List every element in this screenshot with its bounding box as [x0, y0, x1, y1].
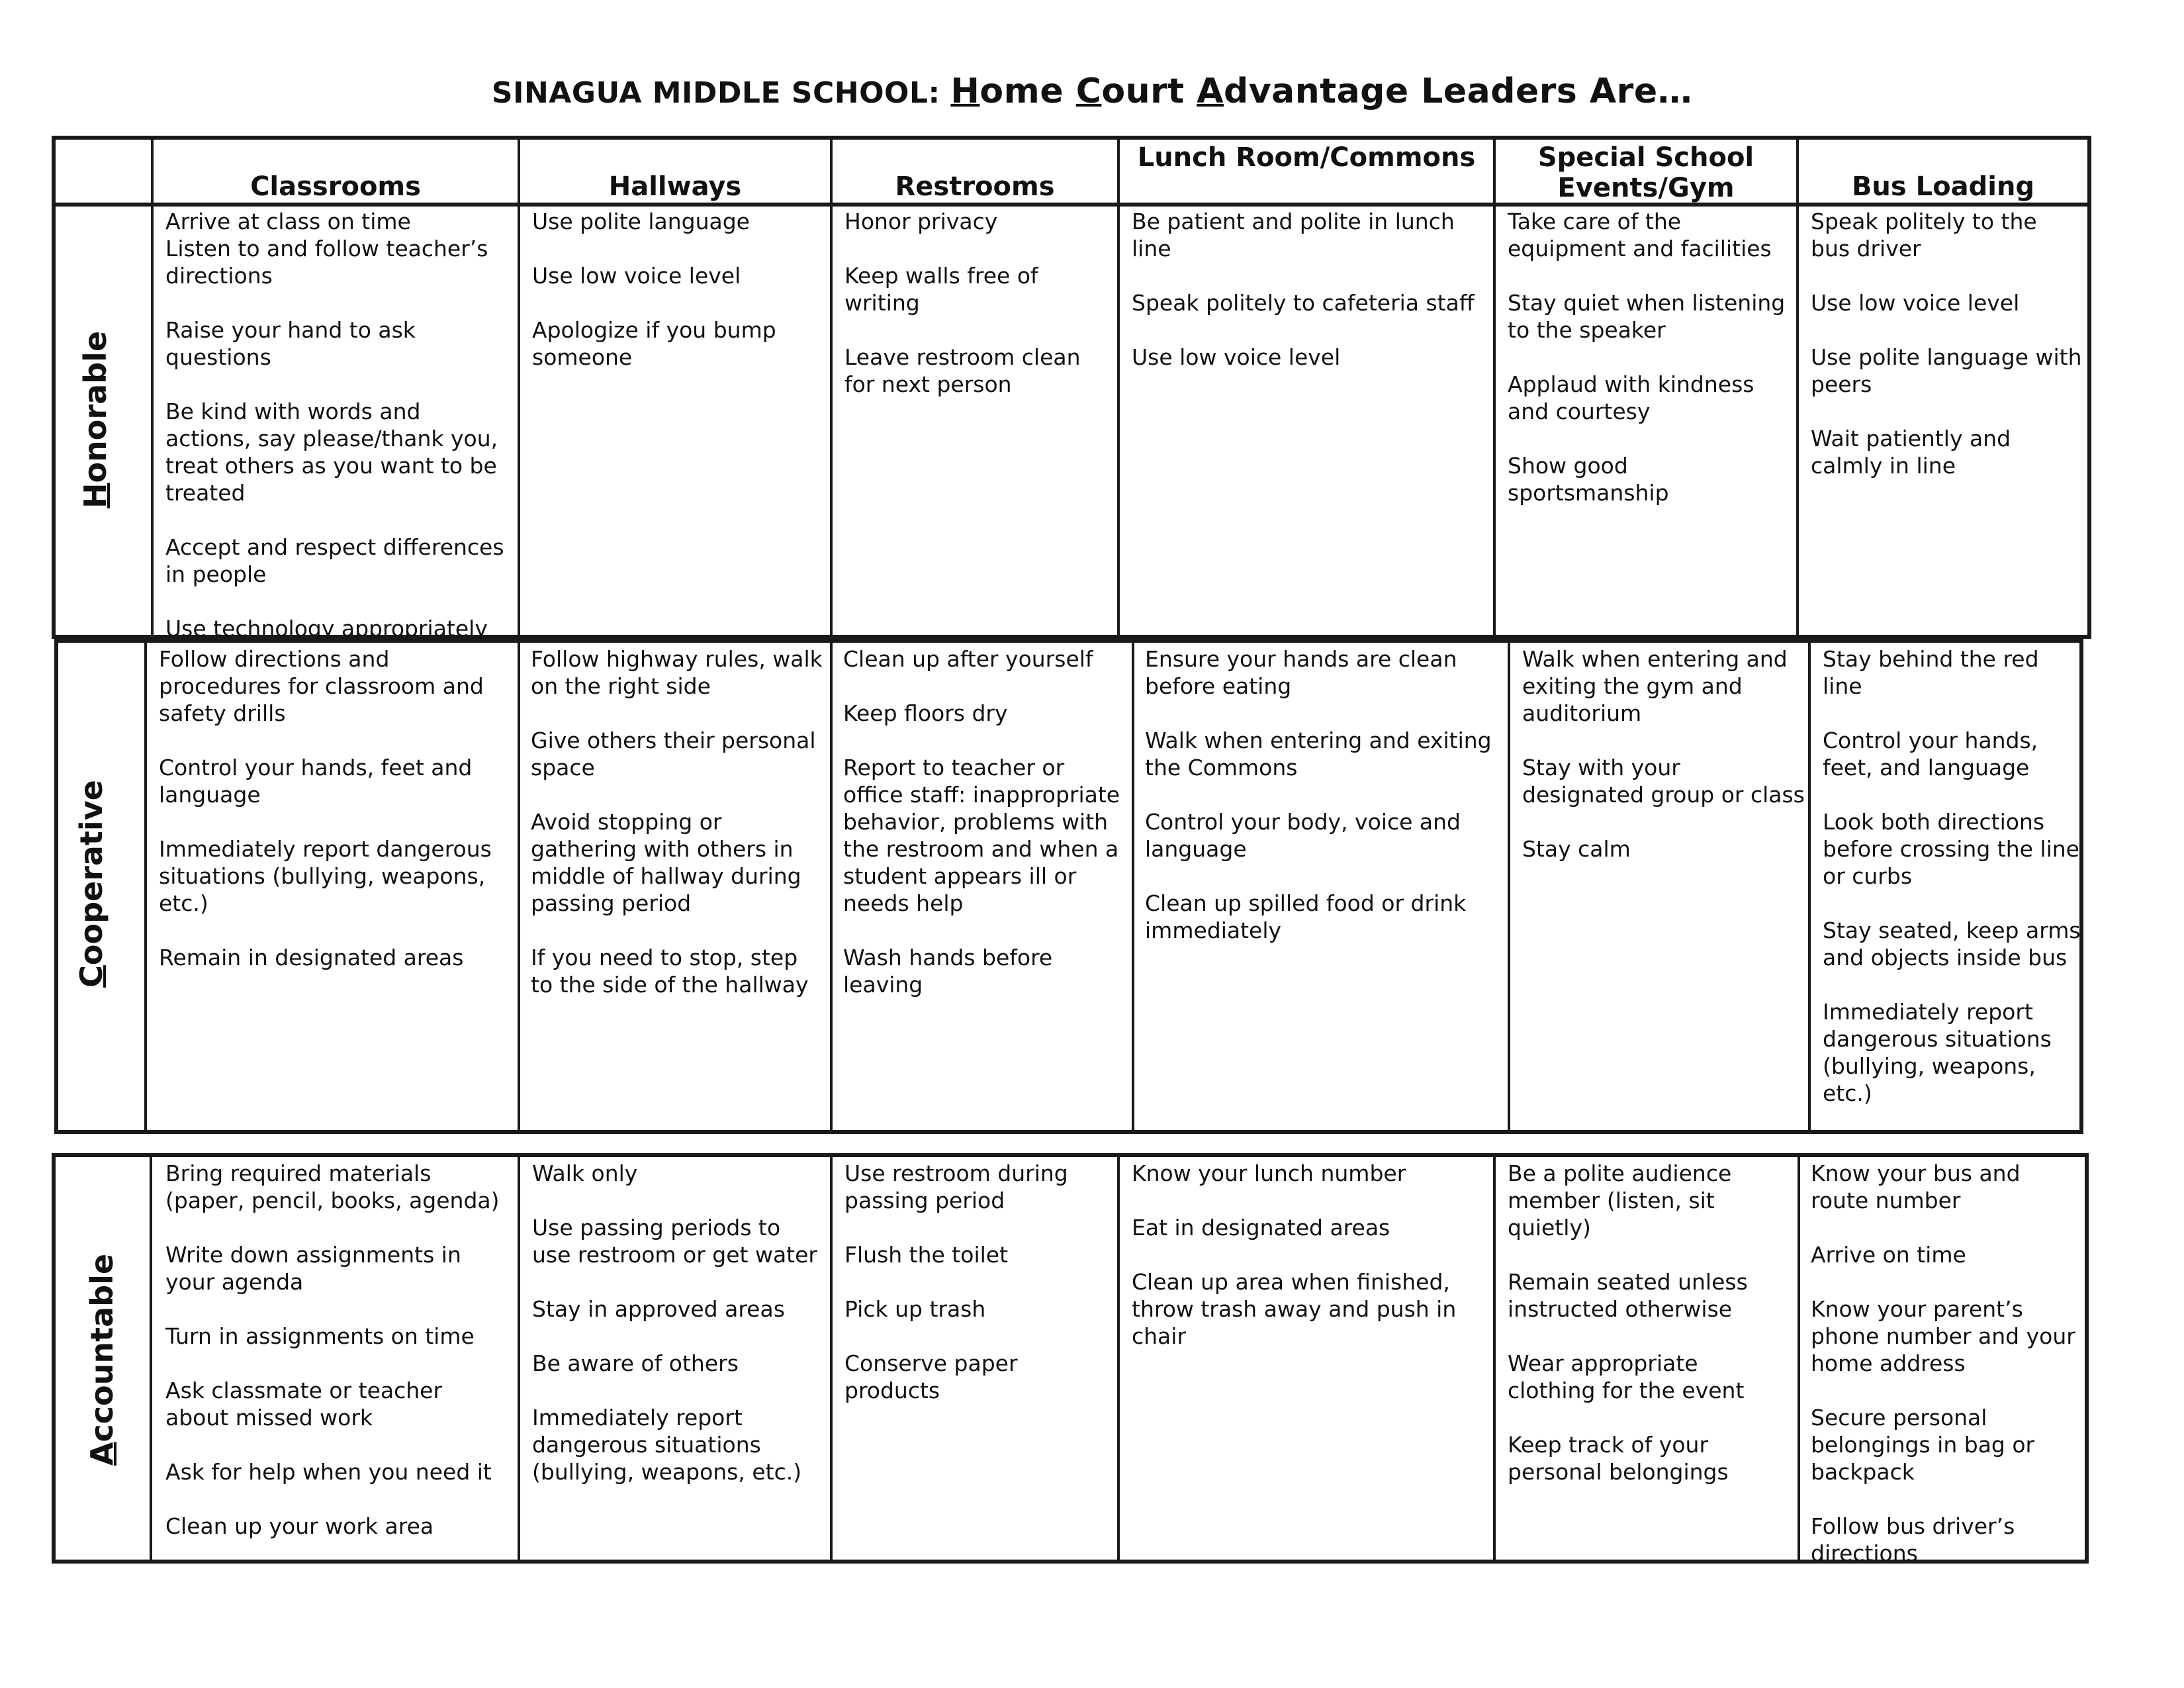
column-divider — [1132, 643, 1134, 1130]
column-divider — [830, 140, 833, 635]
column-divider — [1808, 643, 1811, 1130]
honorable-classrooms: Arrive at class on time Listen to and follow teacher’s directions Raise your hand to ask questions Be kind with words and actions, say please/thank you, treat others as you want to be treated Accept and respect differences in people Use technology appropriately — [165, 209, 504, 641]
accountable-special-events: Be a polite audience member (listen, sit quietly) Remain seated unless instructed otherwise Wear appropriate clothing for the event Keep track of your personal belongings — [1508, 1160, 1748, 1485]
header-lunch-room: Lunch Room/Commons — [1137, 142, 1476, 173]
honorable-lunch-room: Be patient and polite in lunch line Speak politely to cafeteria staff Use low voice level — [1132, 209, 1475, 370]
header-special-events: Special School Events/Gym — [1537, 142, 1754, 203]
column-divider — [830, 643, 833, 1130]
column-divider — [151, 140, 154, 635]
column-divider — [150, 1157, 152, 1560]
header-hallways: Hallways — [608, 171, 742, 202]
header-classrooms: Classrooms — [250, 171, 421, 202]
accountable-classrooms: Bring required materials (paper, pencil, books, agenda) Write down assignments in your agenda Turn in assignments on time Ask classmate or teacher about missed work Ask for help when you need it Clean up your work area — [165, 1160, 500, 1539]
column-divider — [1493, 140, 1496, 635]
honorable-special-events: Take care of the equipment and facilities Stay quiet when listening to the speaker Applaud with kindness and courtesy Show good sportsmanship — [1508, 209, 1786, 506]
column-divider — [518, 1157, 520, 1560]
cooperative-classrooms: Follow directions and procedures for classroom and safety drills Control your hands, feet and language Immediately report dangerous situations (bullying, weapons, etc.) Remain in designated areas — [159, 646, 492, 970]
cooperative-lunch-room: Ensure your hands are clean before eating Walk when entering and exiting the Commons Control your body, voice and language Clean up spilled food or drink immediately — [1145, 646, 1492, 943]
title-prefix: SINAGUA MIDDLE SCHOOL: — [491, 76, 951, 110]
accountable-lunch-room: Know your lunch number Eat in designated areas Clean up area when finished, throw trash away and push in chair — [1132, 1160, 1457, 1349]
column-divider — [1117, 1157, 1120, 1560]
cooperative-special-events: Walk when entering and exiting the gym and auditorium Stay with your designated group or class Stay calm — [1522, 646, 1805, 862]
accountable-bus-loading: Know your bus and route number Arrive on time Know your parent’s phone number and your home address Secure personal belongings in bag or backpack Follow bus driver’s directions — [1811, 1160, 2075, 1566]
column-divider — [518, 643, 520, 1130]
table-block-accountable — [52, 1153, 2089, 1564]
honorable-bus-loading: Speak politely to the bus driver Use low voice level Use polite language with peers Wait patiently and calmly in line — [1811, 209, 2082, 479]
row-label-accountable: Accountable — [84, 1253, 120, 1466]
accountable-hallways: Walk only Use passing periods to use restroom or get water Stay in approved areas Be aware of others Immediately report dangerous situations (bullying, weapons, etc.) — [532, 1160, 817, 1485]
cooperative-restrooms: Clean up after yourself Keep floors dry Report to teacher or office staff: inappropriate behavior, problems with the restroom and when a student appears ill or needs help Wash hands before leaving — [843, 646, 1120, 998]
title-word-court: ourt — [1101, 71, 1197, 111]
row-label-cooperative: Cooperative — [73, 780, 109, 988]
column-divider — [830, 1157, 833, 1560]
column-divider — [1117, 140, 1120, 635]
column-divider — [1797, 1157, 1800, 1560]
column-divider — [1508, 643, 1510, 1130]
row-label-honorable: Honorable — [77, 330, 113, 509]
column-divider — [1493, 1157, 1496, 1560]
title-letter-c: C — [1075, 71, 1102, 111]
table-block-cooperative — [54, 639, 2083, 1134]
column-divider — [1796, 140, 1799, 635]
table-block-header-honorable — [52, 136, 2091, 639]
cooperative-hallways: Follow highway rules, walk on the right side Give others their personal space Avoid stopping or gathering with others in middle of hallway during passing period If you need to stop, step to the side of the hallway — [531, 646, 823, 998]
honorable-restrooms: Honor privacy Keep walls free of writing Leave restroom clean for next person — [844, 209, 1081, 397]
title-word-home: ome — [979, 71, 1076, 111]
accountable-restrooms: Use restroom during passing period Flush the toilet Pick up trash Conserve paper products — [844, 1160, 1068, 1403]
header-restrooms: Restrooms — [895, 171, 1055, 202]
column-divider — [144, 643, 147, 1130]
header-bus-loading: Bus Loading — [1851, 171, 2035, 202]
page-title — [0, 71, 2184, 111]
title-word-advantage: dvantage Leaders Are… — [1223, 71, 1693, 111]
title-letter-h: H — [950, 71, 980, 111]
title-letter-a: A — [1197, 71, 1224, 111]
column-divider — [518, 140, 520, 635]
cooperative-bus-loading: Stay behind the red line Control your hands, feet, and language Look both directions before crossing the line or curbs Stay seated, keep arms and objects inside bus Immediately report dangerous situations (bullying, weapons, etc.) — [1823, 646, 2081, 1106]
honorable-hallways: Use polite language Use low voice level Apologize if you bump someone — [532, 209, 776, 370]
